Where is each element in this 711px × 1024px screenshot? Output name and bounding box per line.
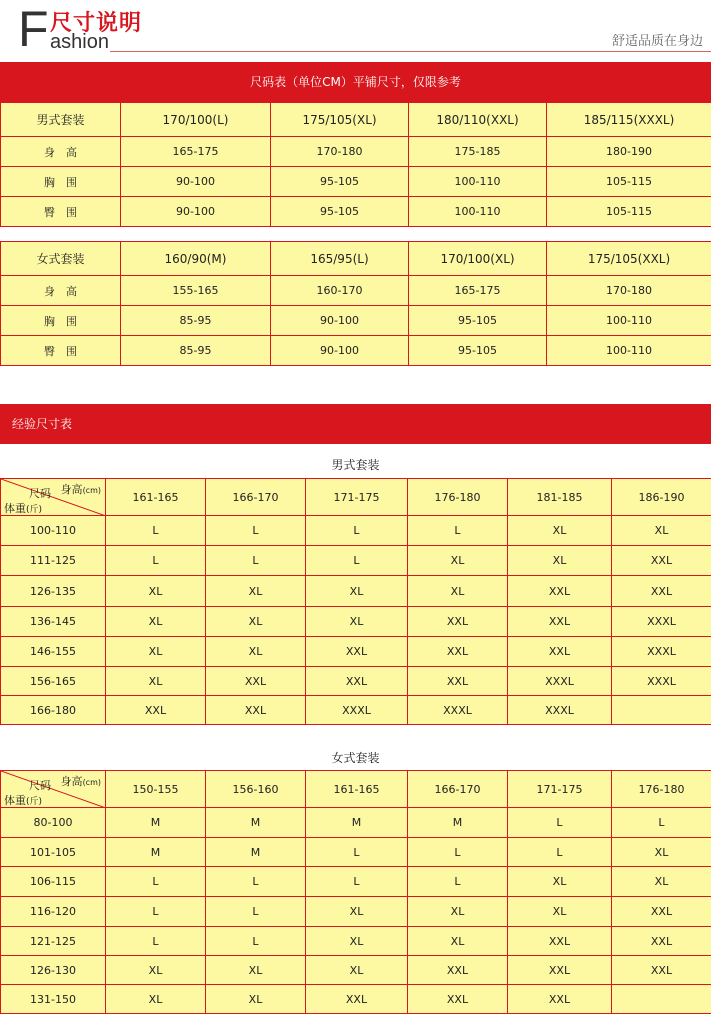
size-cell: L [206, 897, 306, 927]
size-cell: XXXL [508, 667, 612, 696]
size-cell: XL [612, 516, 711, 546]
table-cell: 100-110 [547, 336, 711, 366]
corner-header [1, 479, 106, 516]
table-cell: 臀 围 [1, 197, 121, 227]
size-cell: XXL [508, 927, 612, 956]
height-range-header: 176-180 [612, 771, 711, 808]
size-cell: XXL [508, 576, 612, 607]
weight-range-cell: 80-100 [1, 808, 106, 838]
table-row [1, 546, 711, 576]
size-cell: XXL [306, 985, 408, 1014]
page-header [0, 0, 711, 58]
table-cell: 95-105 [409, 306, 547, 336]
slogan: 舒适品质在身边 [611, 34, 703, 49]
size-cell: L [106, 867, 206, 897]
weight-range-cell: 121-125 [1, 927, 106, 956]
size-cell: XXXL [306, 696, 408, 725]
table-cell: 105-115 [547, 167, 711, 197]
size-cell: L [206, 546, 306, 576]
size-cell: L [106, 546, 206, 576]
weight-range-cell: 116-120 [1, 897, 106, 927]
size-cell: XXL [206, 667, 306, 696]
size-cell: XXXL [612, 667, 711, 696]
men-header-cell: 170/100(L) [121, 103, 271, 137]
men-header-cell: 男式套装 [1, 103, 121, 137]
size-cell: L [206, 516, 306, 546]
size-cell: L [206, 927, 306, 956]
size-cell: XL [206, 985, 306, 1014]
table-cell: 100-110 [409, 167, 547, 197]
height-range-header: 166-170 [408, 771, 508, 808]
size-cell: XXL [106, 696, 206, 725]
men-header-cell: 185/115(XXXL) [547, 103, 711, 137]
women-header-cell: 170/100(XL) [409, 242, 547, 276]
table-row [1, 667, 711, 696]
size-cell: XL [306, 956, 408, 985]
size-cell: XL [508, 516, 612, 546]
table-row [1, 838, 711, 867]
men-size-header-row [1, 103, 711, 137]
table-cell: 180-190 [547, 137, 711, 167]
table-cell: 170-180 [271, 137, 409, 167]
size-cell: XXL [408, 637, 508, 667]
size-cell: XL [306, 897, 408, 927]
size-cell: L [106, 897, 206, 927]
weight-range-cell: 146-155 [1, 637, 106, 667]
table-cell: 90-100 [271, 306, 409, 336]
height-range-header: 171-175 [306, 479, 408, 516]
size-cell: XL [612, 838, 711, 867]
women-header-cell: 175/105(XXL) [547, 242, 711, 276]
women-size-header-row [1, 242, 711, 276]
size-cell: XXL [408, 985, 508, 1014]
size-cell: XL [106, 667, 206, 696]
table-row [1, 897, 711, 927]
table-row [1, 576, 711, 607]
table-cell: 95-105 [271, 197, 409, 227]
women-size-table [0, 241, 711, 366]
table-cell: 160-170 [271, 276, 409, 306]
table-cell: 90-100 [271, 336, 409, 366]
size-cell: L [408, 867, 508, 897]
height-range-header: 156-160 [206, 771, 306, 808]
size-cell: XXXL [408, 696, 508, 725]
size-cell: XL [306, 607, 408, 637]
height-range-header: 150-155 [106, 771, 206, 808]
table-cell: 85-95 [121, 336, 271, 366]
size-cell: XL [612, 867, 711, 897]
size-cell: XL [306, 927, 408, 956]
size-cell: L [408, 838, 508, 867]
size-cell: XXL [612, 546, 711, 576]
men-header-cell: 175/105(XL) [271, 103, 409, 137]
size-cell: L [306, 867, 408, 897]
header-divider [110, 51, 711, 52]
weight-range-cell: 101-105 [1, 838, 106, 867]
table-row [1, 867, 711, 897]
size-cell: XL [106, 607, 206, 637]
size-cell: XXL [508, 607, 612, 637]
weight-range-cell: 126-130 [1, 956, 106, 985]
height-range-header: 181-185 [508, 479, 612, 516]
size-cell: XL [206, 576, 306, 607]
table-cell: 165-175 [409, 276, 547, 306]
size-cell: L [508, 838, 612, 867]
table-row [1, 336, 711, 366]
height-range-header: 176-180 [408, 479, 508, 516]
men-exp-caption: 男式套装 [331, 458, 380, 472]
size-cell: XL [408, 927, 508, 956]
weight-range-cell: 100-110 [1, 516, 106, 546]
table-row [1, 985, 711, 1014]
women-exp-header-row [1, 771, 711, 808]
size-cell: XXL [408, 667, 508, 696]
size-cell: XXXL [612, 607, 711, 637]
corner-size-label: 尺码 [29, 487, 51, 500]
men-exp-header-row [1, 479, 711, 516]
logo-title: 尺寸说明 [50, 11, 143, 36]
size-cell: M [106, 808, 206, 838]
table-cell: 85-95 [121, 306, 271, 336]
table-cell: 170-180 [547, 276, 711, 306]
weight-range-cell: 126-135 [1, 576, 106, 607]
corner-size-label: 尺码 [29, 779, 51, 792]
size-cell: XXXL [612, 637, 711, 667]
size-cell: XXL [612, 927, 711, 956]
weight-range-cell: 106-115 [1, 867, 106, 897]
height-range-header: 161-165 [306, 771, 408, 808]
women-header-cell: 165/95(L) [271, 242, 409, 276]
size-cell: XXL [408, 607, 508, 637]
weight-range-cell: 111-125 [1, 546, 106, 576]
size-cell: XL [306, 576, 408, 607]
weight-range-cell: 136-145 [1, 607, 106, 637]
weight-range-cell: 166-180 [1, 696, 106, 725]
men-header-cell: 180/110(XXL) [409, 103, 547, 137]
table-row [1, 516, 711, 546]
size-cell: M [206, 838, 306, 867]
height-range-header: 186-190 [612, 479, 711, 516]
size-cell: L [408, 516, 508, 546]
corner-weight-label: 体重(斤) [4, 794, 43, 807]
size-cell: XL [106, 956, 206, 985]
table-cell: 105-115 [547, 197, 711, 227]
table-row [1, 956, 711, 985]
weight-range-cell: 156-165 [1, 667, 106, 696]
table-cell: 身 高 [1, 137, 121, 167]
women-exp-caption: 女式套装 [331, 751, 380, 765]
size-cell: M [408, 808, 508, 838]
table-cell: 175-185 [409, 137, 547, 167]
size-cell: XL [408, 576, 508, 607]
table-row [1, 276, 711, 306]
logo-letter: F [18, 1, 49, 57]
size-cell: L [306, 516, 408, 546]
size-cell: M [106, 838, 206, 867]
size-cell: XL [408, 897, 508, 927]
size-cell: XL [206, 956, 306, 985]
size-cell: XL [206, 607, 306, 637]
men-size-table [0, 102, 711, 227]
women-experience-table [0, 770, 711, 1014]
women-header-cell: 160/90(M) [121, 242, 271, 276]
size-cell: XXL [306, 637, 408, 667]
table-row [1, 137, 711, 167]
table-cell: 100-110 [409, 197, 547, 227]
table-row [1, 197, 711, 227]
table-row [1, 607, 711, 637]
table-cell: 95-105 [409, 336, 547, 366]
size-cell: L [106, 927, 206, 956]
corner-height-label: 身高(cm) [60, 483, 101, 496]
experience-chart-banner: 经验尺寸表 [0, 404, 711, 444]
size-cell: XXL [612, 576, 711, 607]
table-cell: 155-165 [121, 276, 271, 306]
size-cell: L [106, 516, 206, 546]
logo-word: ashion [50, 31, 109, 53]
corner-header [1, 771, 106, 808]
table-cell: 95-105 [271, 167, 409, 197]
size-cell: XL [106, 576, 206, 607]
table-row [1, 306, 711, 336]
men-experience-table [0, 478, 711, 725]
table-cell: 90-100 [121, 197, 271, 227]
corner-weight-label: 体重(斤) [4, 502, 43, 515]
height-range-header: 171-175 [508, 771, 612, 808]
women-header-cell: 女式套装 [1, 242, 121, 276]
size-cell: XL [206, 637, 306, 667]
size-cell: XL [508, 867, 612, 897]
size-cell: M [306, 808, 408, 838]
table-cell: 90-100 [121, 167, 271, 197]
table-row [1, 637, 711, 667]
table-row [1, 927, 711, 956]
size-cell: XXL [508, 985, 612, 1014]
size-chart-banner: 尺码表（单位CM）平铺尺寸，仅限参考 [0, 62, 711, 102]
size-cell [612, 696, 711, 725]
corner-height-label: 身高(cm) [60, 775, 101, 788]
table-cell: 胸 围 [1, 306, 121, 336]
size-cell: XXL [508, 637, 612, 667]
size-cell: L [612, 808, 711, 838]
size-cell: XL [106, 637, 206, 667]
size-cell [612, 985, 711, 1014]
size-cell: XL [508, 546, 612, 576]
size-cell: XXL [206, 696, 306, 725]
size-cell: XL [508, 897, 612, 927]
size-cell: L [206, 867, 306, 897]
table-cell: 165-175 [121, 137, 271, 167]
table-row [1, 808, 711, 838]
size-cell: L [306, 546, 408, 576]
height-range-header: 161-165 [106, 479, 206, 516]
size-cell: XXL [612, 956, 711, 985]
size-cell: L [306, 838, 408, 867]
size-cell: M [206, 808, 306, 838]
size-cell: XXXL [508, 696, 612, 725]
size-cell: L [508, 808, 612, 838]
table-cell: 100-110 [547, 306, 711, 336]
table-row [1, 696, 711, 725]
table-cell: 胸 围 [1, 167, 121, 197]
weight-range-cell: 131-150 [1, 985, 106, 1014]
size-cell: XL [408, 546, 508, 576]
size-cell: XXL [508, 956, 612, 985]
size-cell: XL [106, 985, 206, 1014]
table-row [1, 167, 711, 197]
height-range-header: 166-170 [206, 479, 306, 516]
size-cell: XXL [306, 667, 408, 696]
size-cell: XXL [408, 956, 508, 985]
size-cell: XXL [612, 897, 711, 927]
table-cell: 臀 围 [1, 336, 121, 366]
table-cell: 身 高 [1, 276, 121, 306]
